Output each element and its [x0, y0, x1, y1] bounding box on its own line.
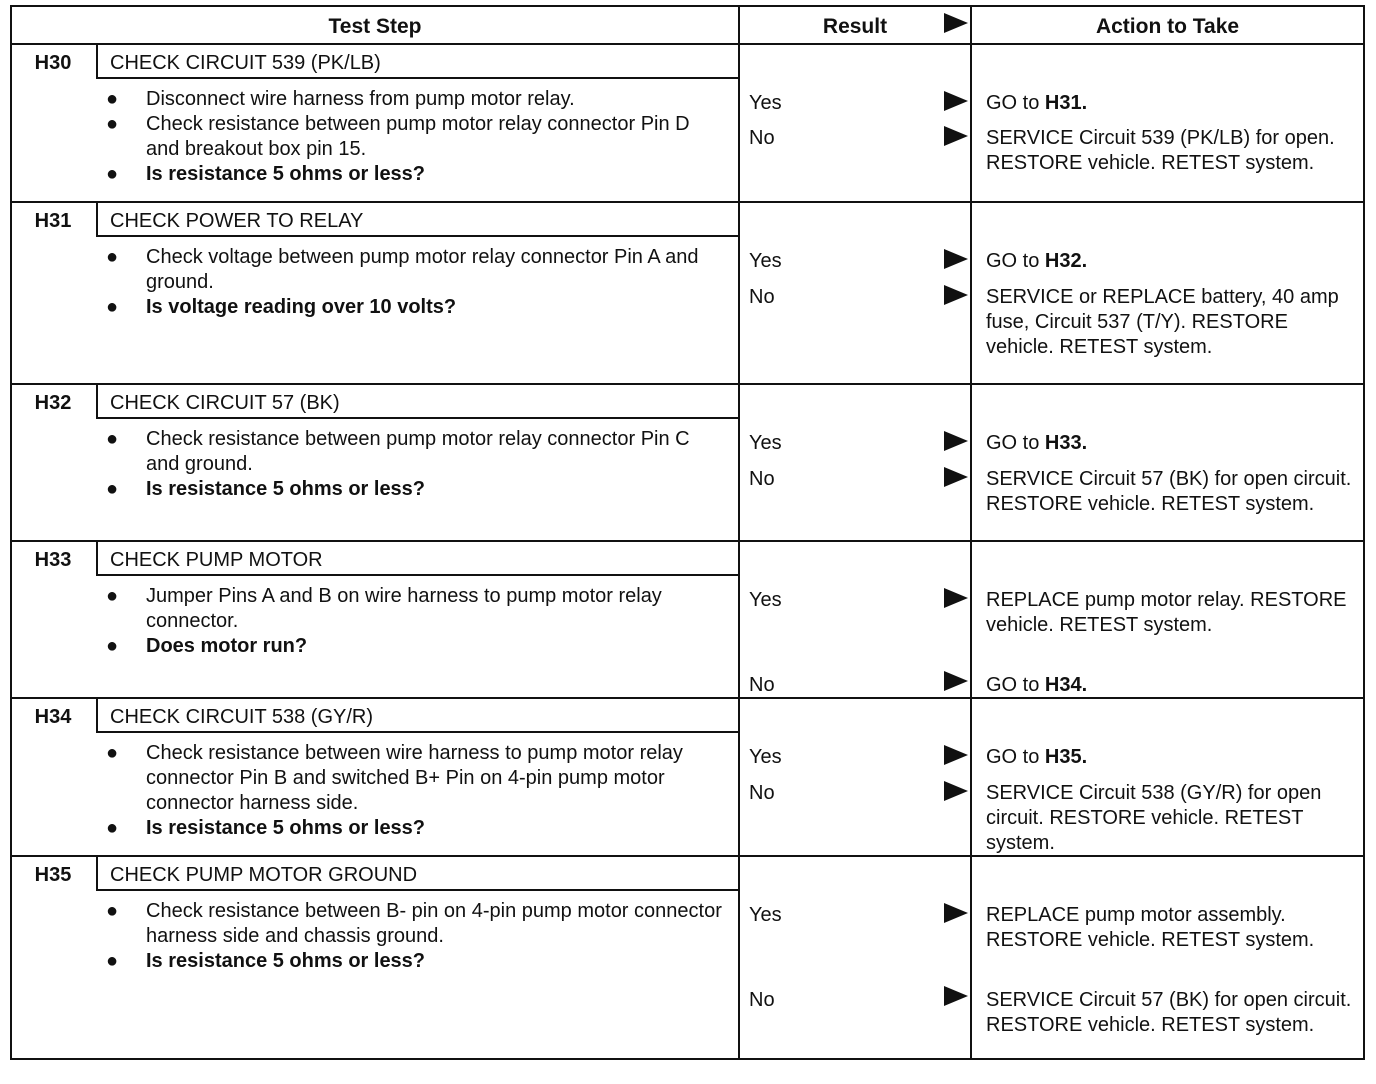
step-row-h32	[12, 385, 1363, 540]
action-yes: GO to H33.	[986, 432, 1088, 454]
step-instructions	[102, 245, 722, 320]
arrow-right-icon	[944, 431, 968, 451]
header-test-step: Test Step	[328, 15, 422, 38]
bullet-icon: ●	[106, 900, 119, 922]
step-title: CHECK PUMP MOTOR	[96, 542, 738, 576]
bullet-icon: ●	[106, 296, 119, 318]
step-instructions	[102, 741, 722, 841]
step-instructions	[102, 899, 722, 974]
arrow-right-icon	[944, 467, 968, 487]
step-row-h31	[12, 203, 1363, 383]
result-no: No	[749, 468, 775, 490]
bullet-icon: ●	[106, 428, 119, 450]
action-yes: GO to H35.	[986, 746, 1088, 768]
result-yes: Yes	[749, 904, 782, 926]
result-yes: Yes	[749, 250, 782, 272]
step-instructions	[102, 87, 722, 187]
step-instructions	[102, 427, 722, 502]
action-yes: REPLACE pump motor assembly. RESTORE vehicle. RETEST system.	[986, 904, 1315, 951]
bullet-icon: ●	[106, 163, 119, 185]
result-yes: Yes	[749, 432, 782, 454]
arrow-right-icon	[944, 285, 968, 305]
instruction-question: ● Is resistance 5 ohms or less?	[106, 163, 426, 185]
step-id: H34	[34, 706, 72, 728]
bullet-icon: ●	[106, 817, 119, 839]
action-yes: REPLACE pump motor relay. RESTORE vehicle. RETEST system.	[986, 589, 1347, 636]
instruction-question: ● Is resistance 5 ohms or less?	[106, 478, 426, 500]
bullet-icon: ●	[106, 246, 119, 268]
action-no: GO to H34.	[986, 674, 1088, 696]
result-no: No	[749, 674, 775, 696]
step-row-h30	[12, 45, 1363, 201]
step-id: H33	[34, 549, 72, 571]
step-row-h35	[12, 857, 1363, 1060]
arrow-right-icon	[944, 745, 968, 765]
instruction-question: ● Is resistance 5 ohms or less?	[106, 950, 426, 972]
result-no: No	[749, 989, 775, 1011]
arrow-right-icon	[944, 986, 968, 1006]
result-yes: Yes	[749, 589, 782, 611]
step-id: H30	[34, 52, 72, 74]
bullet-icon: ●	[106, 950, 119, 972]
result-yes: Yes	[749, 746, 782, 768]
instruction-question: ● Does motor run?	[106, 635, 308, 657]
arrow-right-icon	[944, 671, 968, 691]
bullet-icon: ●	[106, 742, 119, 764]
step-id: H31	[34, 210, 72, 232]
instruction-question: ● Is resistance 5 ohms or less?	[106, 817, 426, 839]
step-title: CHECK PUMP MOTOR GROUND	[96, 857, 738, 891]
action-no: SERVICE Circuit 57 (BK) for open circuit. RESTORE vehicle. RETEST system.	[986, 989, 1352, 1036]
bullet-icon: ●	[106, 585, 119, 607]
arrow-right-icon	[944, 903, 968, 923]
step-title: CHECK POWER TO RELAY	[96, 203, 738, 237]
action-yes: GO to H32.	[986, 250, 1088, 272]
arrow-right-icon	[944, 588, 968, 608]
action-yes: GO to H31.	[986, 92, 1088, 114]
result-yes: Yes	[749, 92, 782, 114]
arrow-right-icon	[944, 249, 968, 269]
instruction-item: ● Check resistance between pump motor relay connector Pin D and breakout box pin 15.	[106, 113, 690, 160]
arrow-right-icon	[944, 91, 968, 111]
action-no: SERVICE Circuit 57 (BK) for open circuit. RESTORE vehicle. RETEST system.	[986, 468, 1352, 515]
instruction-item: ● Check resistance between B- pin on 4-pin pump motor connector harness side and chassis ground.	[106, 900, 722, 947]
bullet-icon: ●	[106, 113, 119, 135]
result-no: No	[749, 286, 775, 308]
result-no: No	[749, 127, 775, 149]
bullet-icon: ●	[106, 88, 119, 110]
instruction-item: ● Jumper Pins A and B on wire harness to pump motor relay connector.	[106, 585, 662, 632]
action-no: SERVICE Circuit 538 (GY/R) for open circuit. RESTORE vehicle. RETEST system.	[986, 782, 1322, 854]
header-action: Action to Take	[1095, 15, 1240, 38]
arrow-right-icon	[944, 781, 968, 801]
bullet-icon: ●	[106, 478, 119, 500]
step-id: H35	[34, 864, 72, 886]
header-result: Result	[822, 15, 888, 38]
step-row-h33	[12, 542, 1363, 697]
diagnostic-table	[10, 5, 1365, 1060]
result-no: No	[749, 782, 775, 804]
action-no: SERVICE Circuit 539 (PK/LB) for open. RESTORE vehicle. RETEST system.	[986, 127, 1335, 174]
arrow-right-icon	[944, 126, 968, 146]
bullet-icon: ●	[106, 635, 119, 657]
step-title: CHECK CIRCUIT 539 (PK/LB)	[96, 45, 738, 79]
step-title: CHECK CIRCUIT 57 (BK)	[96, 385, 738, 419]
instruction-item: ● Check resistance between wire harness to pump motor relay connector Pin B and switched B+ Pin on 4-pin pump motor connector harness side.	[106, 742, 683, 814]
step-instructions	[102, 584, 722, 659]
action-no: SERVICE or REPLACE battery, 40 amp fuse, Circuit 537 (T/Y). RESTORE vehicle. RETEST system.	[986, 286, 1339, 358]
instruction-question: ● Is voltage reading over 10 volts?	[106, 296, 457, 318]
step-title: CHECK CIRCUIT 538 (GY/R)	[96, 699, 738, 733]
instruction-item: ● Disconnect wire harness from pump motor relay.	[106, 88, 575, 110]
header-arrow-icon	[944, 13, 968, 33]
instruction-item: ● Check voltage between pump motor relay connector Pin A and ground.	[106, 246, 699, 293]
step-row-h34	[12, 699, 1363, 855]
step-id: H32	[34, 392, 72, 414]
instruction-item: ● Check resistance between pump motor relay connector Pin C and ground.	[106, 428, 690, 475]
